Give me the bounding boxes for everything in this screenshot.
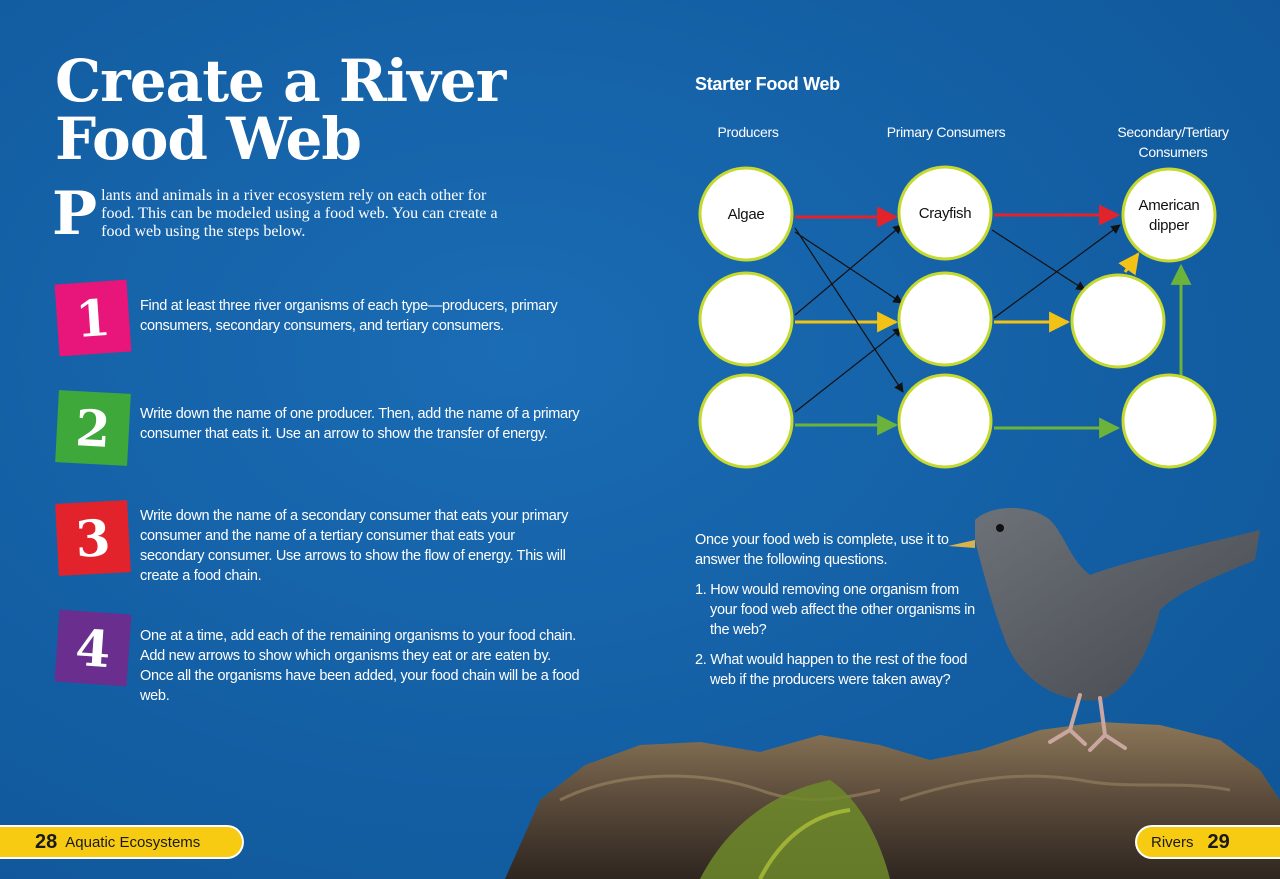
step-2-text: Write down the name of one producer. Then, add the name of a primary consumer that eats it. Use an arrow to show the transfer of energy.	[140, 406, 580, 442]
step-3-text: Write down the name of a secondary consumer that eats your primary consumer and the name of a tertiary consumer that eats your secondary consumer. Use arrows to show the flow of energy. This will create a food chain.	[140, 508, 569, 584]
node-secondary-2	[1072, 275, 1164, 367]
right-page-number: 29	[1207, 830, 1230, 853]
intro-drop-cap: P	[52, 179, 98, 249]
step-4-text: One at a time, add each of the remaining organisms to your food chain. Add new arrows to show which organisms they eat or are eaten by. Once all the organisms have been added, your food chain will be a food web.	[140, 628, 580, 704]
arrow-algae-to-primary3	[795, 228, 903, 392]
arrow-secondary-to-dipper	[1125, 254, 1138, 272]
question-1: 1. How would removing one organism from your food web affect the other organisms in the web?	[695, 582, 975, 638]
left-page-number: 28	[35, 830, 58, 853]
right-section-label: Rivers	[1151, 833, 1194, 851]
title-line-2: Food Web	[55, 105, 361, 173]
intro-text: lants and animals in a river ecosystem rely on each other for food. This can be modeled using a food web. You can create a food web using the steps below.	[101, 187, 498, 240]
node-label-algae: Algae	[727, 206, 765, 223]
title-line-1: Create a River	[55, 47, 506, 115]
footer-right-tab	[1135, 825, 1280, 859]
primary-consumers-header: Primary Consumers	[886, 124, 1006, 140]
secondary-tertiary-header-line-2: Consumers	[1138, 144, 1208, 160]
left-section-label: Aquatic Ecosystems	[65, 833, 201, 851]
node-producer-2	[700, 273, 792, 365]
step-2-badge: 2	[55, 390, 131, 466]
arrow-producer2-to-crayfish	[795, 225, 902, 315]
step-1-badge: 1	[55, 280, 132, 357]
producers-header: Producers	[717, 124, 779, 140]
questions-intro: Once your food web is complete, use it to answer the following questions.	[695, 532, 949, 568]
footer-left-tab	[0, 825, 244, 859]
arrow-crayfish-to-secondary	[992, 230, 1085, 290]
step-3-badge: 3	[55, 500, 131, 576]
node-label-crayfish: Crayfish	[918, 205, 972, 222]
arrow-producer3-to-primary2	[795, 328, 902, 412]
secondary-tertiary-header-line-1: Secondary/Tertiary	[1117, 124, 1229, 140]
node-consumer-3	[1123, 375, 1215, 467]
node-primary-3	[899, 375, 991, 467]
node-label-american-dipper	[1121, 196, 1217, 236]
node-producer-3	[700, 375, 792, 467]
questions-section	[695, 530, 980, 700]
step-4-badge: 4	[55, 610, 132, 687]
food-web-title: Starter Food Web	[695, 74, 840, 94]
node-label-dipper-line-2: dipper	[1149, 217, 1189, 234]
question-2: 2. What would happen to the rest of the food web if the producers were taken away?	[695, 652, 968, 688]
node-primary-2	[899, 273, 991, 365]
step-1-text: Find at least three river organisms of each type—producers, primary consumers, secondary consumers, and tertiary consumers.	[140, 298, 558, 334]
arrow-algae-to-primary2	[795, 232, 902, 303]
node-label-dipper-line-1: American	[1138, 197, 1200, 214]
